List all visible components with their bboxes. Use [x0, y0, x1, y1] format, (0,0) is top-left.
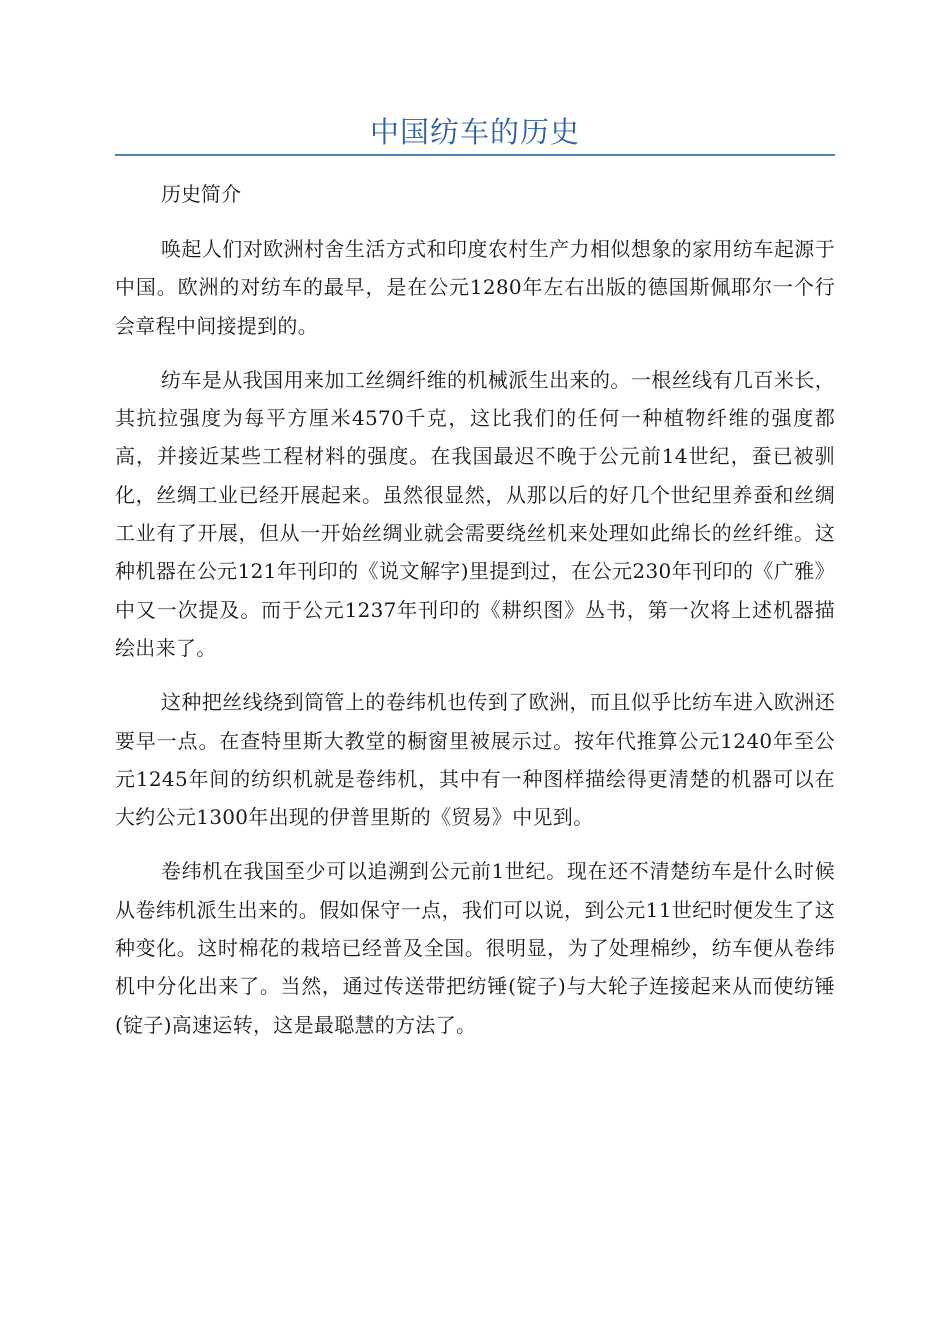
document-title: 中国纺车的历史: [369, 115, 580, 149]
paragraph-1: 唤起人们对欧洲村舍生活方式和印度农村生产力相似想象的家用纺车起源于中国。欧洲的对纺车的最早，是在公元1280年左右出版的德国斯佩耶尔一个行会章程中间接提到的。: [115, 237, 835, 338]
section-heading: 历史简介: [161, 182, 241, 206]
paragraph-3: 这种把丝线绕到筒管上的卷纬机也传到了欧洲，而且似乎比纺车进入欧洲还要早一点。在查特里斯大教堂的橱窗里被展示过。按年代推算公元1240年至公元1245年间的纺织机就是卷纬机，其中有一种图样描绘得更清楚的机器可以在大约公元1300年出现的伊普里斯的《贸易》中见到。: [115, 690, 835, 830]
paragraph-2: 纺车是从我国用来加工丝绸纤维的机械派生出来的。一根丝线有几百米长，其抗拉强度为每平方厘米4570千克，这比我们的任何一种植物纤维的强度都高，并接近某些工程材料的强度。在我国最迟不晚于公元前14世纪，蚕已被驯化，丝绸工业已经开展起来。虽然很显然，从那以后的好几个世纪里养蚕和丝绸工业有了开展，但从一开始丝绸业就会需要绕丝机来处理如此绵长的丝纤维。这种机器在公元121年刊印的《说文解字)里提到过，在公元230年刊印的《广雅》中又一次提及。而于公元1237年刊印的《耕织图》丛书，第一次将上述机器描绘出来了。: [115, 367, 835, 660]
document-body: [115, 175, 835, 1060]
title-underline-rule: [115, 154, 835, 156]
paragraph-4: 卷纬机在我国至少可以追溯到公元前1世纪。现在还不清楚纺车是什么时候从卷纬机派生出来的。假如保守一点，我们可以说，到公元11世纪时便发生了这种变化。这时棉花的栽培已经普及全国。很明显，为了处理棉纱，纺车便从卷纬机中分化出来了。当然，通过传送带把纺锤(锭子)与大轮子连接起来从而使纺锤(锭子)高速运转，这是最聪慧的方法了。: [115, 859, 835, 1037]
